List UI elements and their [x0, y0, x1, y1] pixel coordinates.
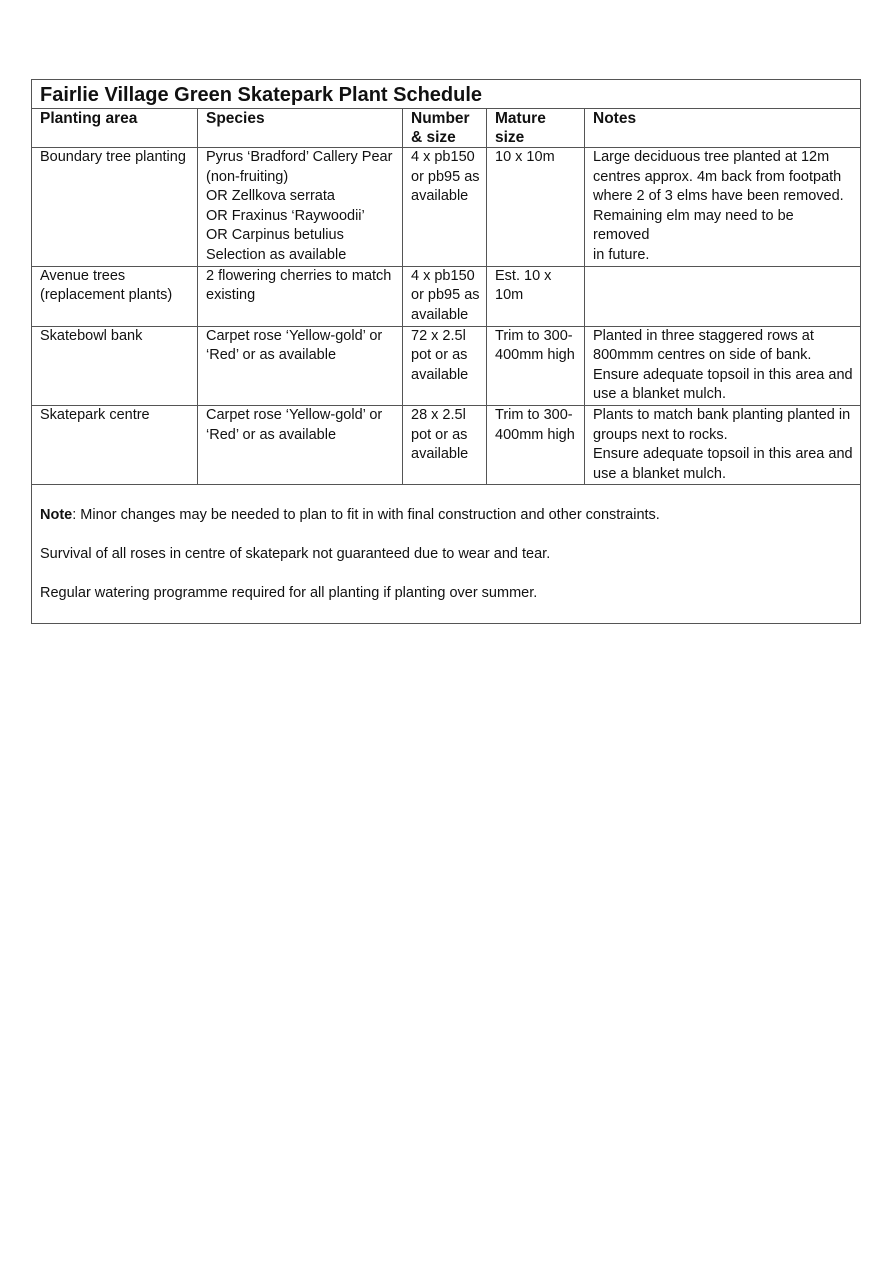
- plant-schedule-document: [31, 79, 860, 624]
- cell-notes: Large deciduous tree planted at 12m centres approx. 4m back from footpath where 2 of 3 elms have been removed. Remaining elm may need to be removed in future.: [585, 148, 861, 267]
- cell-number-size: 28 x 2.5l pot or as available: [403, 405, 487, 484]
- header-species: Species: [198, 109, 403, 148]
- cell-species: Pyrus ‘Bradford’ Callery Pear (non-fruiting) OR Zellkova serrata OR Fraxinus ‘Raywoodii’ OR Carpinus betulius Selection as available: [198, 148, 403, 267]
- cell-species: 2 flowering cherries to match existing: [198, 266, 403, 326]
- cell-notes: Planted in three staggered rows at 800mmm centres on side of bank. Ensure adequate topsoil in this area and use a blanket mulch.: [585, 326, 861, 405]
- cell-planting-area: Skatepark centre: [32, 405, 198, 484]
- cell-notes: [585, 266, 861, 326]
- table-row: [32, 405, 861, 484]
- cell-number-size: 4 x pb150 or pb95 as available: [403, 148, 487, 267]
- note-line-2: Survival of all roses in centre of skatepark not guaranteed due to wear and tear.: [40, 546, 551, 563]
- schedule-title: Fairlie Village Green Skatepark Plant Schedule: [32, 80, 861, 109]
- note-text: : Minor changes may be needed to plan to fit in with final construction and other constraints.: [72, 506, 660, 523]
- note-line-1: [40, 506, 854, 526]
- cell-notes: Plants to match bank planting planted in groups next to rocks. Ensure adequate topsoil in this area and use a blanket mulch.: [585, 405, 861, 484]
- footer-note: [32, 485, 861, 624]
- header-notes: Notes: [585, 109, 861, 148]
- cell-number-size: 4 x pb150 or pb95 as available: [403, 266, 487, 326]
- cell-mature-size: Est. 10 x 10m: [487, 266, 585, 326]
- table-row: [32, 148, 861, 267]
- cell-number-size: 72 x 2.5l pot or as available: [403, 326, 487, 405]
- note-label: Note: [40, 506, 73, 523]
- cell-mature-size: Trim to 300- 400mm high: [487, 326, 585, 405]
- plant-schedule-table: [31, 79, 861, 624]
- table-row: [32, 266, 861, 326]
- cell-planting-area: Boundary tree planting: [32, 148, 198, 267]
- cell-species: Carpet rose ‘Yellow-gold’ or ‘Red’ or as available: [198, 326, 403, 405]
- cell-planting-area: Skatebowl bank: [32, 326, 198, 405]
- header-number-size: Number & size: [403, 109, 487, 148]
- note-line-3: Regular watering programme required for all planting if planting over summer.: [40, 585, 538, 602]
- header-planting-area: Planting area: [32, 109, 198, 148]
- cell-mature-size: 10 x 10m: [487, 148, 585, 267]
- header-row: [32, 109, 861, 148]
- table-row: [32, 326, 861, 405]
- cell-mature-size: Trim to 300- 400mm high: [487, 405, 585, 484]
- footer-note-row: [32, 485, 861, 624]
- title-row: [32, 80, 861, 109]
- header-mature-size: Mature size: [487, 109, 585, 148]
- cell-planting-area: Avenue trees (replacement plants): [32, 266, 198, 326]
- cell-species: Carpet rose ‘Yellow-gold’ or ‘Red’ or as available: [198, 405, 403, 484]
